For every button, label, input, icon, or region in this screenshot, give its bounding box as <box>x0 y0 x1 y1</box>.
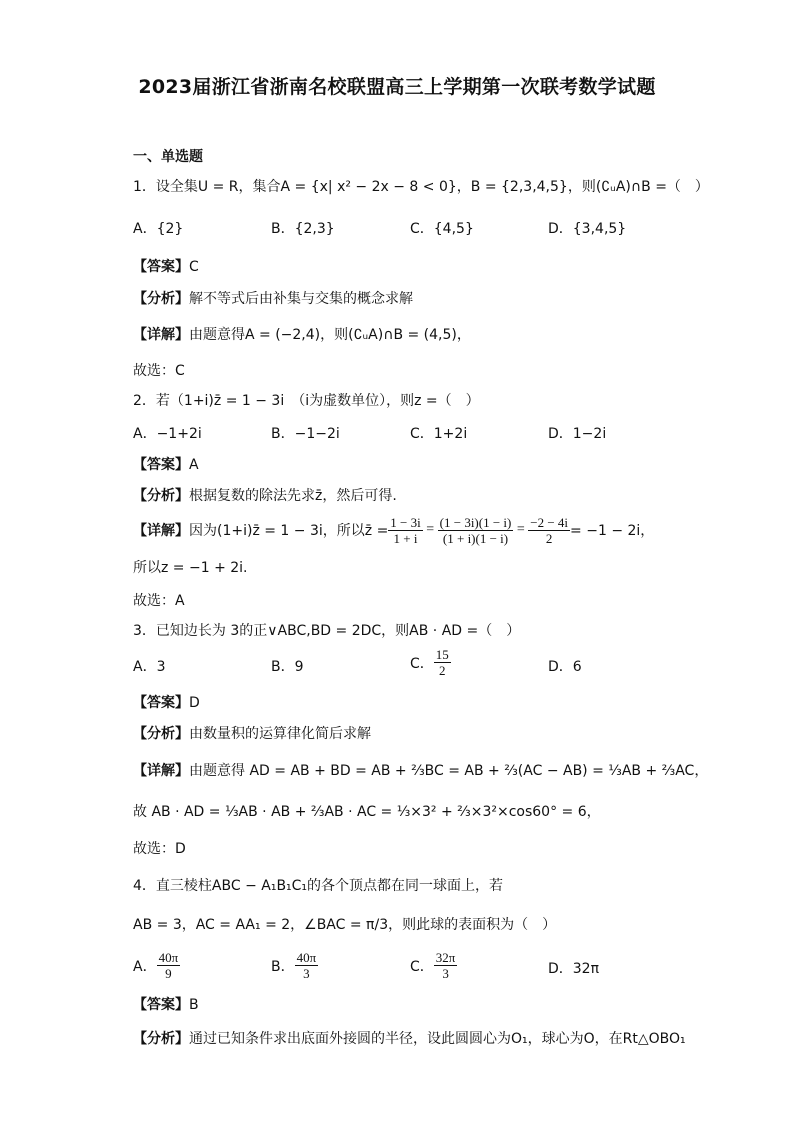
q3-analysis <box>133 723 371 743</box>
choose-label: 故选： <box>133 841 175 857</box>
q3-detail-line-2: 故 AB · AD = ⅓AB · AB + ⅔AB · AC = ⅓×3² + ⅔×3²×cos60° = 6， <box>133 804 601 820</box>
q2-stem: 2．若（1+i)z̄ = 1 − 3i （i为虚数单位），则z =（ ） <box>133 393 480 409</box>
q2-option-c: C．1+2i <box>410 426 468 442</box>
q4-answer-value: B <box>189 997 199 1013</box>
answer-label: 【答案】 <box>133 457 189 473</box>
q1-analysis-text: 解不等式后由补集与交集的概念求解 <box>189 291 413 307</box>
q2-option-a: A．−1+2i <box>133 426 202 442</box>
q4-stem-line-2: AB = 3，AC = AA₁ = 2，∠BAC = π/3，则此球的表面积为（ ） <box>133 917 557 933</box>
q4-option-c-fraction: $\frac{32\pi}{3}$ <box>435 950 456 981</box>
analysis-label: 【分析】 <box>133 726 189 742</box>
q2-choose-value: A <box>175 593 185 609</box>
q1-choose-value: C <box>175 363 185 379</box>
q2-detail-pre: 因为(1+i)z̄ = 1 − 3i，所以z̄ = <box>189 523 389 539</box>
q1-detail <box>133 324 471 344</box>
q1-option-a: A．{2} <box>133 221 184 237</box>
q1-option-b: B．{2,3} <box>271 221 335 237</box>
q3-choose-value: D <box>175 841 186 857</box>
q1-stem: 1．设全集U = R，集合A = {x| x² − 2x − 8 < 0}，B = {2,3,4,5}，则(∁ᵤA)∩B =（ ） <box>133 179 709 195</box>
q3-detail-text-1: 由题意得 AD = AB + BD = AB + ⅔BC = AB + ⅔(AC − AB) = ⅓AB + ⅔AC， <box>189 763 709 779</box>
q4-option-b-fraction: $\frac{40\pi}{3}$ <box>296 950 317 981</box>
q1-option-c: C．{4,5} <box>410 221 474 237</box>
q4-option-c: C． $\frac{32\pi}{3}$ <box>410 950 456 981</box>
q2-conclusion: 所以z = −1 + 2i. <box>133 560 248 576</box>
q4-option-b: B． $\frac{40\pi}{3}$ <box>271 950 317 981</box>
analysis-label: 【分析】 <box>133 291 189 307</box>
q4-option-a-fraction: $\frac{40\pi}{9}$ <box>158 950 179 981</box>
q2-analysis-text: 根据复数的除法先求z̄，然后可得. <box>189 488 397 504</box>
q2-fraction-2: $\frac{(1 - 3i)(1 - i)}{(1 + i)(1 - i)}$ <box>439 514 512 546</box>
q4-answer <box>133 994 199 1014</box>
q2-detail-post: = −1 − 2i， <box>570 523 655 539</box>
q2-fraction-1: $\frac{1 - 3i}{1 + i}$ <box>390 514 421 546</box>
analysis-label: 【分析】 <box>133 488 189 504</box>
q3-answer-value: D <box>189 695 200 711</box>
q2-option-b: B．−1−2i <box>271 426 340 442</box>
section-heading: 一、单选题 <box>133 149 203 165</box>
choose-label: 故选： <box>133 593 175 609</box>
detail-label: 【详解】 <box>133 327 189 343</box>
answer-label: 【答案】 <box>133 259 189 275</box>
q2-option-d: D．1−2i <box>548 426 607 442</box>
q1-choose <box>133 360 185 380</box>
q3-choose <box>133 838 186 858</box>
q1-option-d: D．{3,4,5} <box>548 221 627 237</box>
q2-answer <box>133 454 199 474</box>
q3-answer <box>133 692 200 712</box>
q3-detail <box>133 760 708 780</box>
q4-stem-line-1: 4．直三棱柱ABC − A₁B₁C₁的各个顶点都在同一球面上，若 <box>133 878 504 894</box>
q3-option-c-fraction: $\frac{15}{2}$ <box>435 647 449 678</box>
choose-label: 故选： <box>133 363 175 379</box>
q3-option-b: B．9 <box>271 659 304 675</box>
page-title: 2023届浙江省浙南名校联盟高三上学期第一次联考数学试题 <box>138 76 656 98</box>
q2-analysis <box>133 485 397 505</box>
q4-option-d: D．32π <box>548 961 600 977</box>
q1-answer-value: C <box>189 259 199 275</box>
detail-label: 【详解】 <box>133 523 189 539</box>
q2-detail: 【详解】 因为(1+i)z̄ = 1 − 3i，所以z̄ = $\frac{1 - 3i}{1 + i}$ = $\frac{(1 - 3i)(1 - i)}{(1 + i)(1 - i)}$ = $\frac{-2 - 4i}{2}$ = −1 − 2i， <box>133 514 655 546</box>
q1-detail-text: 由题意得A = (−2,4)，则(∁ᵤA)∩B = (4,5)， <box>189 327 471 343</box>
q3-option-c: C． $\frac{15}{2}$ <box>410 647 449 678</box>
q1-answer <box>133 256 199 276</box>
q3-analysis-text: 由数量积的运算律化简后求解 <box>189 726 371 742</box>
analysis-label: 【分析】 <box>133 1031 189 1047</box>
detail-label: 【详解】 <box>133 763 189 779</box>
answer-label: 【答案】 <box>133 695 189 711</box>
q2-fraction-3: $\frac{-2 - 4i}{2}$ <box>530 514 569 546</box>
q3-option-a: A．3 <box>133 659 166 675</box>
q3-stem: 3．已知边长为 3的正∨ABC,BD = 2DC，则AB · AD =（ ） <box>133 623 521 639</box>
q4-option-a: A． $\frac{40\pi}{9}$ <box>133 950 179 981</box>
q4-analysis-text: 通过已知条件求出底面外接圆的半径，设此圆圆心为O₁，球心为O，在Rt△OBO₁ <box>189 1031 686 1047</box>
answer-label: 【答案】 <box>133 997 189 1013</box>
q2-choose <box>133 590 185 610</box>
q2-answer-value: A <box>189 457 199 473</box>
q1-analysis <box>133 288 413 308</box>
q4-analysis <box>133 1028 686 1048</box>
q3-option-d: D．6 <box>548 659 582 675</box>
